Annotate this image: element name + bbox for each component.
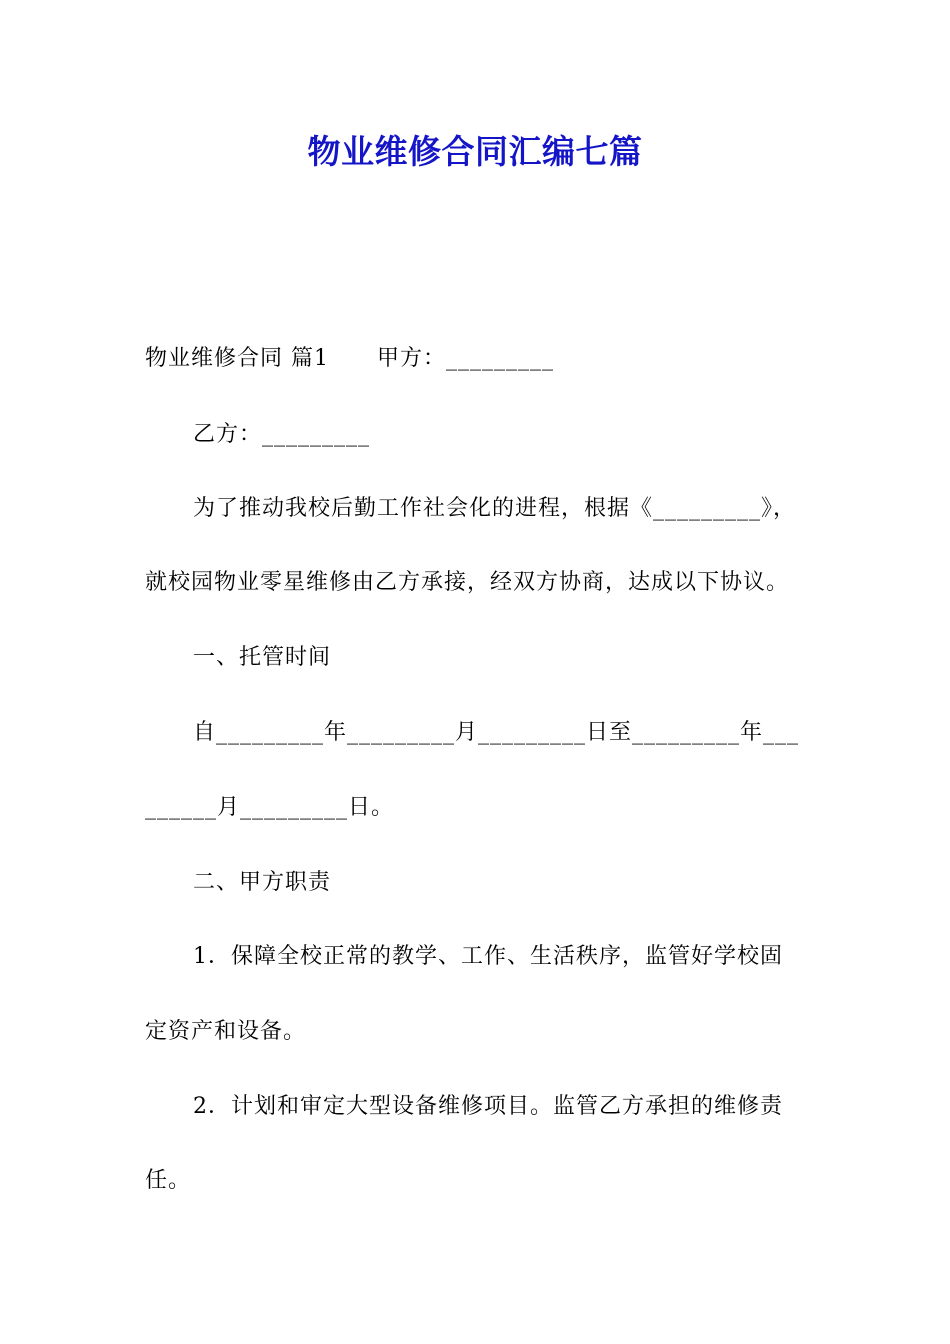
paragraph-line: 就校园物业零星维修由乙方承接，经双方协商，达成以下协议。 — [145, 570, 790, 595]
document-title: 物业维修合同汇编七篇 — [307, 132, 643, 171]
contract-heading-party-a: 物业维修合同 篇1 甲方：_________ — [145, 346, 554, 371]
paragraph-line: 任。 — [145, 1168, 192, 1193]
section-heading-party-a-duties: 二、甲方职责 — [193, 870, 332, 895]
paragraph-line: 为了推动我校后勤工作社会化的进程，根据《_________》， — [193, 496, 797, 521]
section-heading-term: 一、托管时间 — [193, 645, 332, 670]
paragraph-line: 2．计划和审定大型设备维修项目。监管乙方承担的维修责 — [193, 1094, 783, 1119]
paragraph-line: ______月_________日。 — [145, 795, 395, 820]
paragraph-line: 自_________年_________月_________日至_________年___ — [193, 720, 800, 745]
paragraph-line: 1．保障全校正常的教学、工作、生活秩序，监管好学校固 — [193, 944, 783, 969]
paragraph-line: 定资产和设备。 — [145, 1019, 307, 1044]
party-b-line: 乙方：_________ — [193, 422, 371, 447]
